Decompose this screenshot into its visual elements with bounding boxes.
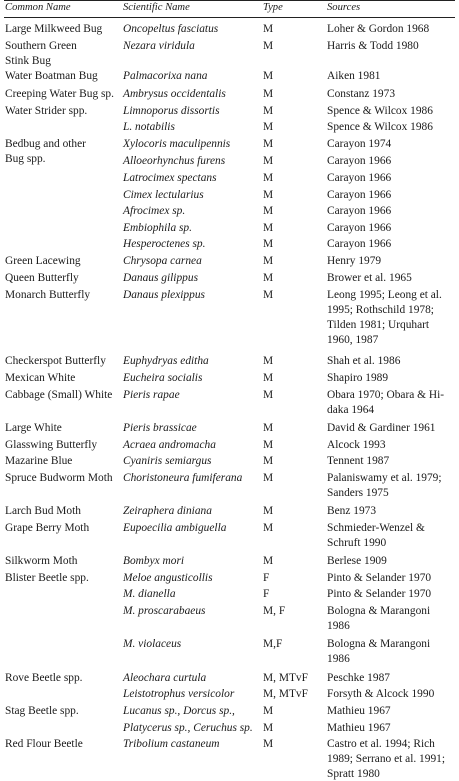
row-17-src-line-0: Shapiro 1989 [327,372,389,384]
row-7-sci-line-0: Alloeorhynchus furens [123,155,226,167]
row-10-src-line-0: Carayon 1966 [327,205,392,217]
row-7-type-line-0: M [263,155,274,167]
row-23-sci-line-0: Zeiraphera diniana [123,505,212,517]
row-15-src-line-0: Leong 1995; Leong et al. [327,289,442,301]
row-0-common-line-0: Large Milkweed Bug [5,23,103,35]
row-0-type-line-0: M [263,23,274,35]
row-15-src-line-2: Tilden 1981; Urquhart [327,319,430,331]
row-13-type-line-0: M [263,255,274,267]
row-10-sci-line-0: Afrocimex sp. [123,205,186,217]
row-12-sci-line-0: Hesperoctenes sp. [123,238,206,250]
row-19-type-line-0: M [263,422,274,434]
row-27-src-line-0: Pinto & Selander 1970 [327,588,432,600]
row-29-sci-line-0: M. violaceus [123,638,182,650]
row-22-src-line-0: Palaniswamy et al. 1979; [327,472,442,484]
row-27-sci-line-0: M. dianella [123,588,176,600]
row-20-type-line-0: M [263,439,274,451]
row-16-common-line-0: Checkerspot Butterfly [5,355,106,367]
row-21-sci-line-0: Cyaniris semiargus [123,455,212,467]
row-33-type-line-0: M [263,722,274,734]
row-24-common-line-0: Grape Berry Moth [5,522,90,534]
row-17-common-line-0: Mexican White [5,372,76,384]
row-4-src-line-0: Spence & Wilcox 1986 [327,105,433,117]
row-8-type-line-0: M [263,172,274,184]
row-31-type-line-0: M, MTvF [263,688,308,700]
row-2-src-line-0: Aiken 1981 [327,70,381,82]
header-sources: Sources [327,2,361,13]
row-1-src-line-0: Harris & Todd 1980 [327,40,419,52]
row-15-src-line-1: 1995; Rothschild 1978; [327,304,434,316]
row-4-common-line-0: Water Strider spp. [5,105,88,117]
row-1-type-line-0: M [263,40,274,52]
row-34-sci-line-0: Tribolium castaneum [123,738,220,750]
row-24-sci-line-0: Eupoecilia ambiguella [123,522,227,534]
row-9-sci-line-0: Cimex lectularius [123,189,204,201]
row-31-src-line-0: Forsyth & Alcock 1990 [327,688,435,700]
header-rule [4,17,455,18]
row-15-common-line-0: Monarch Butterfly [5,289,91,301]
row-28-src-line-0: Bologna & Marangoni [327,605,431,617]
row-23-src-line-0: Benz 1973 [327,505,377,517]
row-28-type-line-0: M, F [263,605,286,617]
row-30-common-line-0: Rove Beetle spp. [5,672,83,684]
header-common-name: Common Name [5,2,71,13]
row-13-common-line-0: Green Lacewing [5,255,81,267]
row-14-common-line-0: Queen Butterfly [5,272,79,284]
row-6-common-line-1: Bug spp. [5,153,46,165]
row-30-src-line-0: Peschke 1987 [327,672,390,684]
row-6-src-line-0: Carayon 1974 [327,138,392,150]
row-12-type-line-0: M [263,238,274,250]
row-14-type-line-0: M [263,272,274,284]
row-24-src-line-1: Schruft 1990 [327,537,387,549]
row-1-common-line-1: Stink Bug [5,55,51,67]
row-10-type-line-0: M [263,205,274,217]
row-0-sci-line-0: Oncopeltus fasciatus [123,23,219,35]
row-31-sci-line-0: Leistotrophus versicolor [123,688,235,700]
row-27-type-line-0: F [263,588,270,600]
row-29-src-line-0: Bologna & Marangoni [327,638,431,650]
row-15-type-line-0: M [263,289,274,301]
row-9-src-line-0: Carayon 1966 [327,189,392,201]
row-19-common-line-0: Large White [5,422,62,434]
row-23-type-line-0: M [263,505,274,517]
row-29-type-line-0: M,F [263,638,283,650]
row-22-common-line-0: Spruce Budworm Moth [5,472,113,484]
row-1-common-line-0: Southern Green [5,40,77,52]
row-3-type-line-0: M [263,88,274,100]
row-26-src-line-0: Pinto & Selander 1970 [327,572,432,584]
row-4-type-line-0: M [263,105,274,117]
row-24-type-line-0: M [263,522,274,534]
row-8-sci-line-0: Latrocimex spectans [123,172,217,184]
row-2-common-line-0: Water Boatman Bug [5,70,98,82]
row-14-sci-line-0: Danaus gilippus [123,272,198,284]
row-32-src-line-0: Mathieu 1967 [327,705,391,717]
row-9-type-line-0: M [263,189,274,201]
row-5-sci-line-0: L. notabilis [123,121,175,133]
header-type: Type [263,2,283,13]
row-18-common-line-0: Cabbage (Small) White [5,389,113,401]
top-rule [4,0,455,1]
row-5-src-line-0: Spence & Wilcox 1986 [327,121,433,133]
row-33-src-line-0: Mathieu 1967 [327,722,391,734]
row-29-src-line-1: 1986 [327,653,350,665]
row-3-sci-line-0: Ambrysus occidentalis [123,88,226,100]
row-11-sci-line-0: Embiophila sp. [123,222,192,234]
row-25-common-line-0: Silkworm Moth [5,555,78,567]
row-34-common-line-0: Red Flour Beetle [5,738,83,750]
row-26-sci-line-0: Meloe angusticollis [123,572,213,584]
row-22-sci-line-0: Choristoneura fumiferana [123,472,243,484]
row-22-type-line-0: M [263,472,274,484]
row-34-type-line-0: M [263,738,274,750]
row-26-type-line-0: F [263,572,270,584]
row-8-src-line-0: Carayon 1966 [327,172,392,184]
row-25-type-line-0: M [263,555,274,567]
row-34-src-line-2: Spratt 1980 [327,768,380,780]
row-32-common-line-0: Stag Beetle spp. [5,705,79,717]
row-34-src-line-1: 1989; Serrano et al. 1991; [327,753,445,765]
row-30-type-line-0: M, MTvF [263,672,308,684]
row-6-common-line-0: Bedbug and other [5,138,86,150]
row-1-sci-line-0: Nezara viridula [123,40,195,52]
row-0-src-line-0: Loher & Gordon 1968 [327,23,430,35]
row-2-sci-line-0: Palmacorixa nana [123,70,208,82]
row-20-src-line-0: Alcock 1993 [327,439,386,451]
row-18-src-line-0: Obara 1970; Obara & Hi- [327,389,445,401]
row-18-src-line-1: daka 1964 [327,404,375,416]
row-33-sci-line-0: Platycerus sp., Ceruchus sp. [123,722,253,734]
row-2-type-line-0: M [263,70,274,82]
row-30-sci-line-0: Aleochara curtula [123,672,207,684]
row-24-src-line-0: Schmieder-Wenzel & [327,522,425,534]
row-32-type-line-0: M [263,705,274,717]
row-23-common-line-0: Larch Bud Moth [5,505,81,517]
row-13-src-line-0: Henry 1979 [327,255,382,267]
row-14-src-line-0: Brower et al. 1965 [327,272,412,284]
row-18-type-line-0: M [263,389,274,401]
row-18-sci-line-0: Pieris rapae [123,389,180,401]
row-19-sci-line-0: Pieris brassicae [123,422,197,434]
row-12-src-line-0: Carayon 1966 [327,238,392,250]
row-25-sci-line-0: Bombyx mori [123,555,185,567]
row-11-type-line-0: M [263,222,274,234]
row-22-src-line-1: Sanders 1975 [327,487,389,499]
row-25-src-line-0: Berlese 1909 [327,555,387,567]
row-16-src-line-0: Shah et al. 1986 [327,355,401,367]
row-7-src-line-0: Carayon 1966 [327,155,392,167]
row-15-src-line-3: 1960, 1987 [327,334,379,346]
row-19-src-line-0: David & Gardiner 1961 [327,422,436,434]
row-17-type-line-0: M [263,372,274,384]
row-11-src-line-0: Carayon 1966 [327,222,392,234]
row-16-sci-line-0: Euphydryas editha [123,355,209,367]
row-20-sci-line-0: Acraea andromacha [123,439,216,451]
row-17-sci-line-0: Eucheira socialis [123,372,203,384]
row-3-common-line-0: Creeping Water Bug sp. [5,88,114,100]
row-26-common-line-0: Blister Beetle spp. [5,572,89,584]
row-20-common-line-0: Glasswing Butterfly [5,439,98,451]
row-21-src-line-0: Tennent 1987 [327,455,390,467]
header-scientific-name: Scientific Name [123,2,190,13]
row-6-type-line-0: M [263,138,274,150]
row-5-type-line-0: M [263,121,274,133]
row-3-src-line-0: Constanz 1973 [327,88,396,100]
row-34-src-line-0: Castro et al. 1994; Rich [327,738,435,750]
row-32-sci-line-0: Lucanus sp., Dorcus sp., [123,705,235,717]
row-28-sci-line-0: M. proscarabaeus [123,605,206,617]
row-4-sci-line-0: Limnoporus dissortis [123,105,220,117]
row-28-src-line-1: 1986 [327,620,350,632]
row-21-common-line-0: Mazarine Blue [5,455,73,467]
row-6-sci-line-0: Xylocoris maculipennis [123,138,231,150]
row-13-sci-line-0: Chrysopa carnea [123,255,202,267]
row-21-type-line-0: M [263,455,274,467]
row-15-sci-line-0: Danaus plexippus [123,289,205,301]
row-16-type-line-0: M [263,355,274,367]
